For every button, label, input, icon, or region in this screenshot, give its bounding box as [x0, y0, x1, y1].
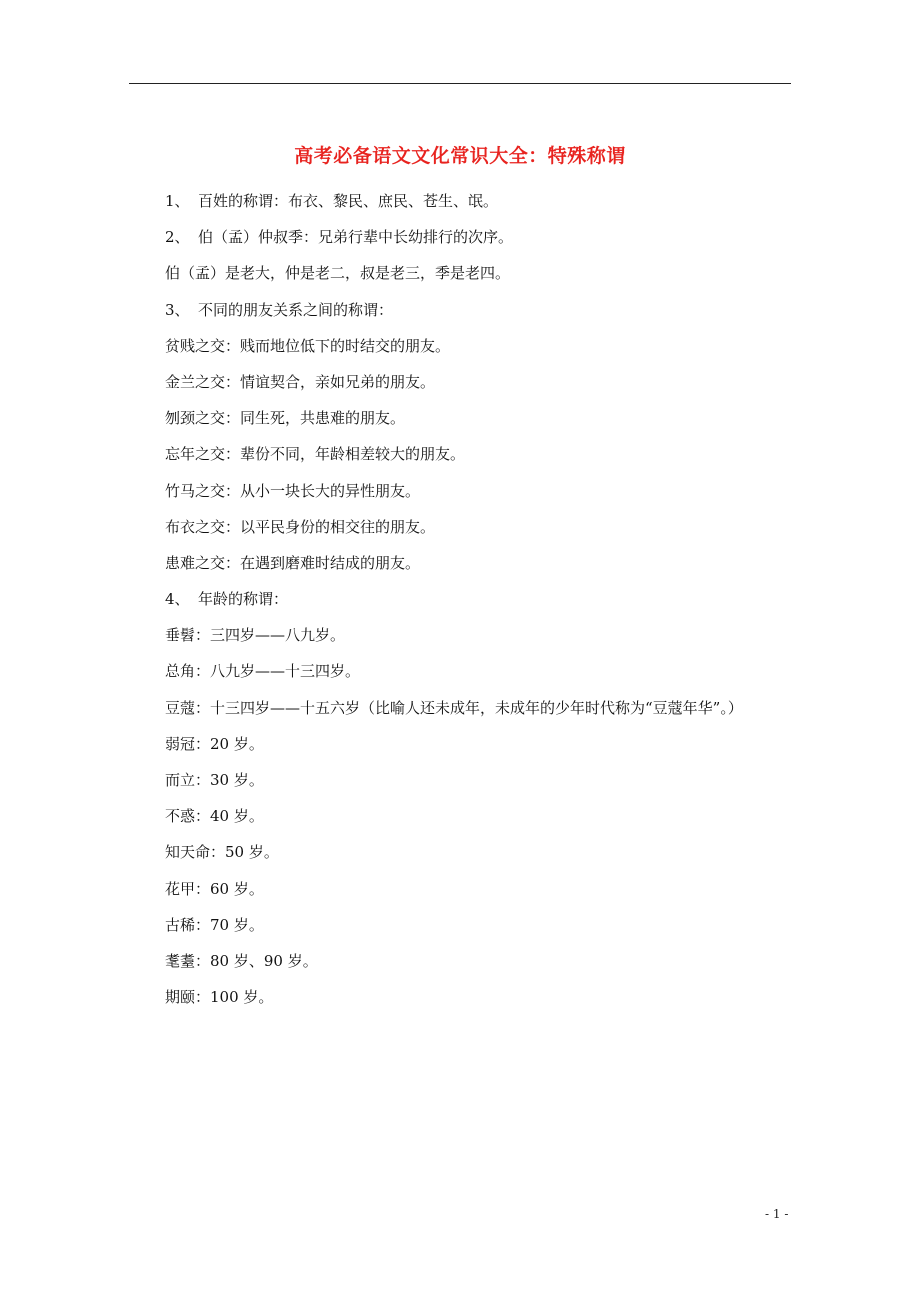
line-text: 耄耋：80 岁、90 岁。	[165, 951, 318, 970]
text-line	[165, 370, 815, 406]
text-line	[165, 840, 815, 876]
line-text: 贫贱之交：贱而地位低下的时结交的朋友。	[165, 336, 451, 355]
text-line	[165, 334, 815, 370]
text-line	[165, 913, 815, 949]
page-number: - 1 -	[765, 1207, 789, 1221]
text-line	[165, 479, 815, 515]
page-title: 高考必备语文文化常识大全：特殊称谓	[294, 145, 626, 167]
text-line	[165, 732, 815, 768]
text-line	[165, 623, 815, 659]
text-line	[165, 406, 815, 442]
line-text: 百姓的称谓：布衣、黎民、庶民、苍生、氓。	[198, 192, 499, 210]
text-line	[165, 261, 815, 297]
line-text: 花甲：60 岁。	[165, 879, 264, 898]
line-text: 而立：30 岁。	[165, 771, 264, 789]
text-line	[165, 587, 815, 623]
line-text: 布衣之交：以平民身份的相交往的朋友。	[165, 517, 436, 536]
line-text: 竹马之交：从小一块长大的异性朋友。	[165, 481, 421, 500]
line-text: 忘年之交：辈份不同，年龄相差较大的朋友。	[165, 445, 466, 464]
text-line	[165, 659, 815, 695]
list-number: 1、	[165, 192, 190, 210]
text-line	[165, 804, 815, 840]
text-line	[165, 225, 815, 261]
text-line	[165, 877, 815, 913]
line-text: 伯（孟）仲叔季：兄弟行辈中长幼排行的次序。	[198, 228, 514, 247]
line-text: 弱冠：20 岁。	[165, 734, 264, 753]
line-text: 金兰之交：情谊契合，亲如兄弟的朋友。	[165, 372, 436, 391]
line-text: 伯（孟）是老大，仲是老二，叔是老三，季是老四。	[165, 264, 511, 283]
line-text: 古稀：70 岁。	[165, 915, 264, 934]
text-line	[165, 551, 815, 587]
line-text: 垂髫：三四岁——八九岁。	[165, 626, 346, 645]
line-text: 刎颈之交：同生死，共患难的朋友。	[165, 409, 406, 428]
text-line	[165, 949, 815, 985]
text-line	[165, 985, 815, 1021]
text-line	[165, 515, 815, 551]
text-line	[165, 768, 815, 804]
line-text: 总角：八九岁——十三四岁。	[165, 662, 361, 681]
line-text: 知天命：50 岁。	[165, 843, 279, 862]
text-line	[165, 442, 815, 478]
header-rule	[129, 83, 791, 84]
line-text: 年龄的称谓：	[198, 590, 289, 609]
line-text: 患难之交：在遇到磨难时结成的朋友。	[165, 553, 421, 572]
text-line	[165, 298, 815, 334]
line-text: 期颐：100 岁。	[165, 988, 274, 1007]
line-text: 豆蔻：十三四岁——十五六岁（比喻人还未成年，未成年的少年时代称为“豆蔻年华”。）	[165, 698, 743, 717]
line-text: 不同的朋友关系之间的称谓：	[198, 300, 394, 319]
document-body	[165, 189, 815, 1021]
list-number: 3、	[165, 300, 190, 319]
list-number: 2、	[165, 228, 190, 247]
list-number: 4、	[165, 590, 190, 609]
text-line	[165, 189, 815, 225]
text-line	[165, 696, 815, 732]
line-text: 不惑：40 岁。	[165, 807, 264, 826]
